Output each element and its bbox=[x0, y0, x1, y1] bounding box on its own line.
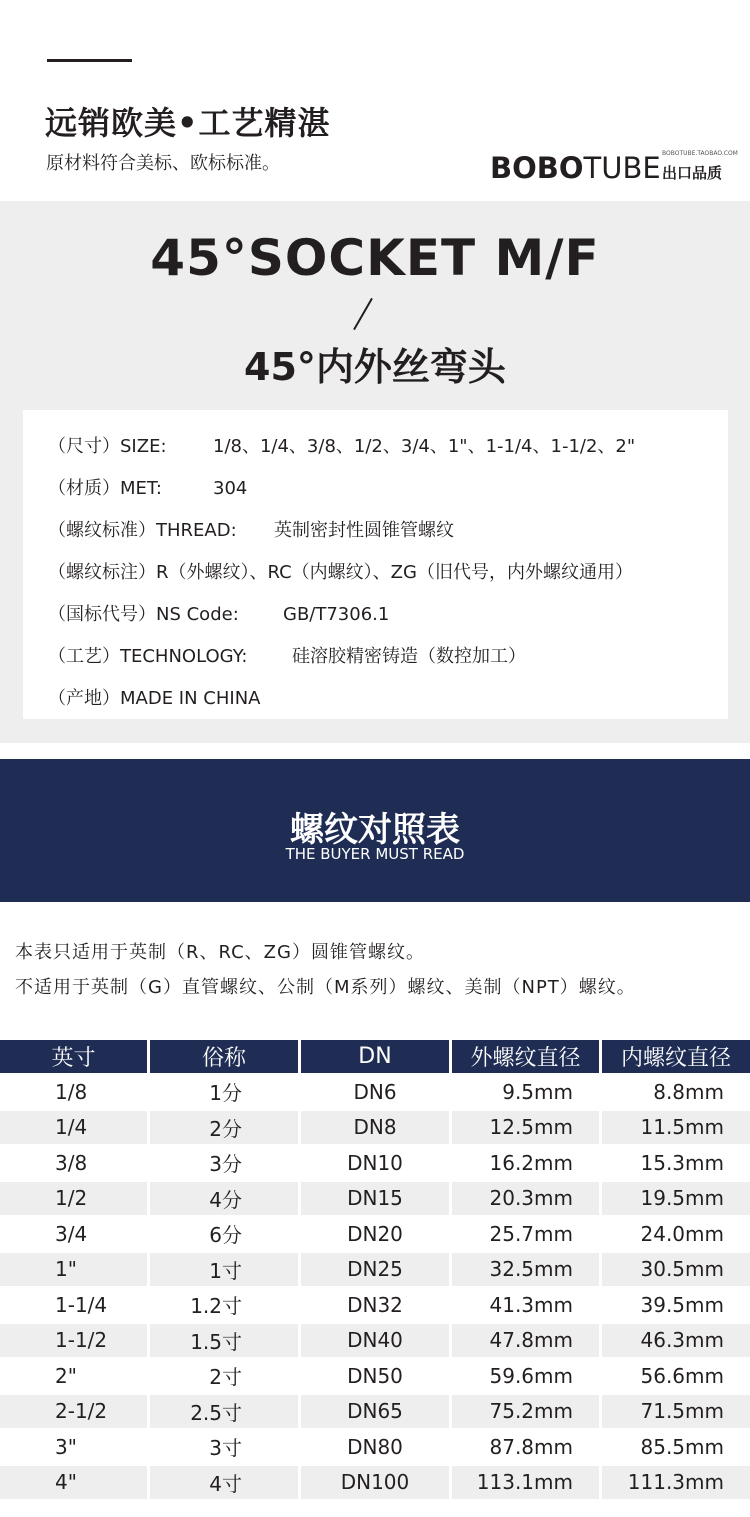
spec-label: （螺纹标准）THREAD: bbox=[48, 520, 237, 541]
cell-outer-diameter: 41.3mm bbox=[452, 1288, 599, 1321]
cell-inner-diameter: 71.5mm bbox=[602, 1395, 750, 1428]
spec-value: 304 bbox=[213, 478, 248, 499]
cell-outer-diameter: 75.2mm bbox=[452, 1395, 599, 1428]
table-body bbox=[0, 1075, 750, 1499]
spec-label: （国标代号）NS Code: bbox=[48, 604, 239, 625]
cell-dn: DN32 bbox=[301, 1288, 449, 1321]
cell-common-name: 2.5寸 bbox=[150, 1395, 298, 1428]
cell-inch: 3" bbox=[0, 1430, 147, 1463]
table-row bbox=[0, 1288, 750, 1321]
cell-common-name: 1.2寸 bbox=[150, 1288, 298, 1321]
spec-row-thread bbox=[48, 516, 454, 542]
table-row bbox=[0, 1253, 750, 1286]
spec-row-material bbox=[48, 474, 247, 500]
cell-inch: 1/2 bbox=[0, 1182, 147, 1215]
brand-quality-tag: 出口品质 bbox=[662, 164, 723, 182]
table-row bbox=[0, 1111, 750, 1144]
cell-dn: DN50 bbox=[301, 1359, 449, 1392]
cell-common-name: 3分 bbox=[150, 1146, 298, 1179]
spec-label: （螺纹标注）R（外螺纹）、RC（内螺纹）、ZG（旧代号，内外螺纹通用） bbox=[48, 562, 633, 583]
cell-inner-diameter: 30.5mm bbox=[602, 1253, 750, 1286]
cell-outer-diameter: 47.8mm bbox=[452, 1324, 599, 1357]
table-row bbox=[0, 1075, 750, 1108]
cell-inch: 1-1/4 bbox=[0, 1288, 147, 1321]
cell-dn: DN6 bbox=[301, 1075, 449, 1108]
cell-inner-diameter: 56.6mm bbox=[602, 1359, 750, 1392]
product-title-chinese: 45°内外丝弯头 bbox=[244, 345, 506, 389]
cell-dn: DN25 bbox=[301, 1253, 449, 1286]
spec-row-size bbox=[48, 432, 635, 458]
spec-value: 1/8、1/4、3/8、1/2、3/4、1"、1-1/4、1-1/2、2" bbox=[213, 436, 636, 457]
brand-wordmark bbox=[490, 150, 661, 186]
cell-inner-diameter: 19.5mm bbox=[602, 1182, 750, 1215]
cell-outer-diameter: 9.5mm bbox=[452, 1075, 599, 1108]
section-subtitle: THE BUYER MUST READ bbox=[285, 845, 465, 863]
table-row bbox=[0, 1324, 750, 1357]
cell-inch: 2" bbox=[0, 1359, 147, 1392]
spec-value: 硅溶胶精密铸造（数控加工） bbox=[292, 646, 526, 667]
spec-row-technology bbox=[48, 642, 526, 668]
cell-outer-diameter: 20.3mm bbox=[452, 1182, 599, 1215]
spec-value: 英制密封性圆锥管螺纹 bbox=[274, 520, 454, 541]
note-line-2: 不适用于英制（G）直管螺纹、公制（M系列）螺纹、美制（NPT）螺纹。 bbox=[15, 977, 636, 998]
table-row bbox=[0, 1430, 750, 1463]
spec-label: （产地）MADE IN CHINA bbox=[48, 688, 261, 709]
cell-inner-diameter: 85.5mm bbox=[602, 1430, 750, 1463]
spec-label: （尺寸）SIZE: bbox=[48, 436, 167, 457]
cell-inch: 3/4 bbox=[0, 1217, 147, 1250]
table-row bbox=[0, 1182, 750, 1215]
cell-inner-diameter: 8.8mm bbox=[602, 1075, 750, 1108]
table-row bbox=[0, 1395, 750, 1428]
cell-inch: 4" bbox=[0, 1466, 147, 1499]
spec-value: GB/T7306.1 bbox=[283, 604, 390, 625]
cell-common-name: 4寸 bbox=[150, 1466, 298, 1499]
page-subline: 原材料符合美标、欧标标准。 bbox=[46, 153, 280, 174]
section-title: 螺纹对照表 bbox=[290, 810, 460, 850]
cell-common-name: 2寸 bbox=[150, 1359, 298, 1392]
cell-dn: DN8 bbox=[301, 1111, 449, 1144]
table-row bbox=[0, 1359, 750, 1392]
spec-label: （工艺）TECHNOLOGY: bbox=[48, 646, 248, 667]
cell-common-name: 6分 bbox=[150, 1217, 298, 1250]
cell-dn: DN40 bbox=[301, 1324, 449, 1357]
thread-comparison-table bbox=[0, 1040, 750, 1501]
cell-inner-diameter: 39.5mm bbox=[602, 1288, 750, 1321]
header-dn: DN bbox=[301, 1040, 449, 1073]
cell-common-name: 4分 bbox=[150, 1182, 298, 1215]
brand-logo bbox=[490, 150, 738, 186]
table-row bbox=[0, 1146, 750, 1179]
brand-site-text: BOBOTUBE.TAOBAO.COM bbox=[662, 150, 738, 157]
table-row bbox=[0, 1217, 750, 1250]
cell-dn: DN100 bbox=[301, 1466, 449, 1499]
header-outer-diameter: 外螺纹直径 bbox=[452, 1040, 599, 1073]
spec-label: （材质）MET: bbox=[48, 478, 162, 499]
cell-inch: 3/8 bbox=[0, 1146, 147, 1179]
cell-dn: DN65 bbox=[301, 1395, 449, 1428]
cell-common-name: 2分 bbox=[150, 1111, 298, 1144]
brand-name-bold: BOBO bbox=[490, 151, 584, 185]
header-common-name: 俗称 bbox=[150, 1040, 298, 1073]
cell-outer-diameter: 87.8mm bbox=[452, 1430, 599, 1463]
cell-inner-diameter: 11.5mm bbox=[602, 1111, 750, 1144]
cell-common-name: 1.5寸 bbox=[150, 1324, 298, 1357]
cell-dn: DN20 bbox=[301, 1217, 449, 1250]
product-title-english: 45°SOCKET M/F bbox=[150, 229, 600, 287]
cell-outer-diameter: 32.5mm bbox=[452, 1253, 599, 1286]
table-header-row bbox=[0, 1040, 750, 1073]
cell-inner-diameter: 15.3mm bbox=[602, 1146, 750, 1179]
note-line-1: 本表只适用于英制（R、RC、ZG）圆锥管螺纹。 bbox=[15, 942, 425, 963]
cell-inner-diameter: 111.3mm bbox=[602, 1466, 750, 1499]
cell-common-name: 3寸 bbox=[150, 1430, 298, 1463]
cell-inch: 1-1/2 bbox=[0, 1324, 147, 1357]
cell-outer-diameter: 113.1mm bbox=[452, 1466, 599, 1499]
top-decorative-rule bbox=[47, 59, 132, 62]
brand-name-light: TUBE bbox=[583, 151, 661, 185]
spec-row-origin bbox=[48, 684, 260, 710]
cell-inch: 2-1/2 bbox=[0, 1395, 147, 1428]
header-inner-diameter: 内螺纹直径 bbox=[602, 1040, 750, 1073]
cell-outer-diameter: 12.5mm bbox=[452, 1111, 599, 1144]
table-row bbox=[0, 1466, 750, 1499]
page-headline: 远销欧美•工艺精湛 bbox=[45, 104, 331, 142]
spec-row-thread-marking bbox=[48, 558, 633, 584]
cell-inch: 1/4 bbox=[0, 1111, 147, 1144]
cell-dn: DN80 bbox=[301, 1430, 449, 1463]
cell-outer-diameter: 59.6mm bbox=[452, 1359, 599, 1392]
cell-outer-diameter: 25.7mm bbox=[452, 1217, 599, 1250]
cell-inner-diameter: 24.0mm bbox=[602, 1217, 750, 1250]
cell-inch: 1/8 bbox=[0, 1075, 147, 1108]
header-inch: 英寸 bbox=[0, 1040, 147, 1073]
cell-outer-diameter: 16.2mm bbox=[452, 1146, 599, 1179]
spec-row-ns-code bbox=[48, 600, 389, 626]
spec-box bbox=[23, 410, 728, 719]
cell-dn: DN10 bbox=[301, 1146, 449, 1179]
cell-inner-diameter: 46.3mm bbox=[602, 1324, 750, 1357]
cell-dn: DN15 bbox=[301, 1182, 449, 1215]
cell-common-name: 1寸 bbox=[150, 1253, 298, 1286]
cell-common-name: 1分 bbox=[150, 1075, 298, 1108]
cell-inch: 1" bbox=[0, 1253, 147, 1286]
